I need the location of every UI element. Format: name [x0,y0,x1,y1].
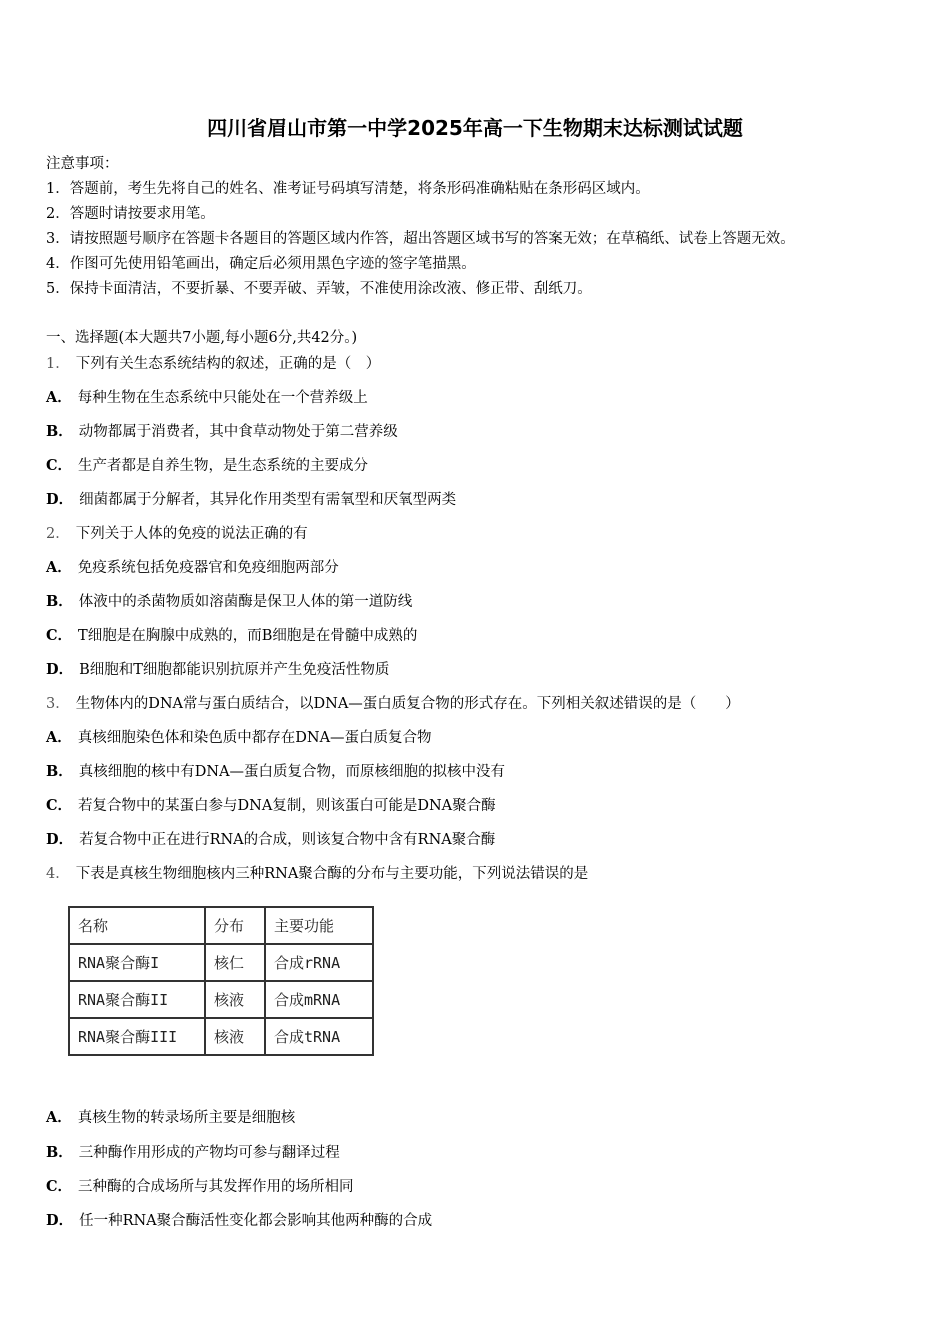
question-2 [46,522,308,543]
question-3 [46,692,740,713]
option-b: B． 三种酶作用形成的产物均可参与翻译过程 [46,1144,340,1161]
notice-item: 5．保持卡面清洁，不要折暴、不要弄破、弄皱，不准使用涂改液、修正带、刮纸刀。 [46,281,592,297]
option-c: C． 三种酶的合成场所与其发挥作用的场所相同 [46,1178,354,1195]
option-b: B． 动物都属于消费者，其中食草动物处于第二营养级 [46,423,398,440]
option-d: D． 细菌都属于分解者，其异化作用类型有需氧型和厌氧型两类 [46,491,457,508]
option-d: D． B细胞和T细胞都能识别抗原并产生免疫活性物质 [46,661,390,678]
option-b: B． 真核细胞的核中有DNA—蛋白质复合物，而原核细胞的拟核中没有 [46,763,506,780]
option-d: D． 任一种RNA聚合酶活性变化都会影响其他两种酶的合成 [46,1212,433,1229]
question-text: 生物体内的DNA常与蛋白质结合，以DNA—蛋白质复合物的形式存在。下列相关叙述错误的是（ ） [75,696,740,712]
table-cell: 合成mRNA [265,981,373,1018]
table-cell: RNA聚合酶I [69,944,205,981]
table-cell: 合成tRNA [265,1018,373,1055]
question-number: 1． [46,356,70,372]
table-header-cell: 主要功能 [265,907,373,944]
option-a: A． 真核细胞染色体和染色质中都存在DNA—蛋白质复合物 [46,729,432,746]
section-heading: 一、选择题(本大题共7小题,每小题6分,共42分。) [46,330,358,346]
table-cell: 核液 [205,981,265,1018]
question-number: 4． [46,866,70,882]
notice-item: 3．请按照题号顺序在答题卡各题目的答题区域内作答，超出答题区域书写的答案无效；在草稿纸、试卷上答题无效。 [46,231,795,247]
table-row [69,981,373,1018]
question-text: 下列关于人体的免疫的说法正确的有 [75,526,308,542]
table-cell: 核仁 [205,944,265,981]
question-text: 下列有关生态系统结构的叙述，正确的是（ ） [75,356,381,372]
rna-polymerase-table [68,906,374,1056]
page-title: 四川省眉山市第一中学2025年高一下生物期末达标测试试题 [207,116,743,140]
question-1 [46,352,380,373]
option-b: B． 体液中的杀菌物质如溶菌酶是保卫人体的第一道防线 [46,593,413,610]
question-number: 3． [46,696,70,712]
table-header-cell: 分布 [205,907,265,944]
table-cell: RNA聚合酶III [69,1018,205,1055]
table-cell: 核液 [205,1018,265,1055]
option-c: C． 生产者都是自养生物，是生态系统的主要成分 [46,457,369,474]
question-number: 2． [46,526,70,542]
notice-item: 1．答题前，考生先将自己的姓名、准考证号码填写清楚，将条形码准确粘贴在条形码区域内。 [46,181,650,197]
table-row [69,1018,373,1055]
option-a: A． 免疫系统包括免疫器官和免疫细胞两部分 [46,559,339,576]
option-a: A． 真核生物的转录场所主要是细胞核 [46,1109,296,1126]
question-text: 下表是真核生物细胞核内三种RNA聚合酶的分布与主要功能，下列说法错误的是 [75,866,589,882]
notice-heading: 注意事项： [46,156,119,172]
question-4 [46,862,588,883]
table-header-row [69,907,373,944]
table-cell: RNA聚合酶II [69,981,205,1018]
option-c: C． T细胞是在胸腺中成熟的，而B细胞是在骨髓中成熟的 [46,627,418,644]
table-cell: 合成rRNA [265,944,373,981]
table-header-cell: 名称 [69,907,205,944]
option-c: C． 若复合物中的某蛋白参与DNA复制，则该蛋白可能是DNA聚合酶 [46,797,496,814]
table-row [69,944,373,981]
notice-item: 2．答题时请按要求用笔。 [46,206,215,222]
option-a: A． 每种生物在生态系统中只能处在一个营养级上 [46,389,368,406]
option-d: D． 若复合物中正在进行RNA的合成，则该复合物中含有RNA聚合酶 [46,831,496,848]
notice-item: 4．作图可先使用铅笔画出，确定后必须用黑色字迹的签字笔描黑。 [46,256,476,272]
